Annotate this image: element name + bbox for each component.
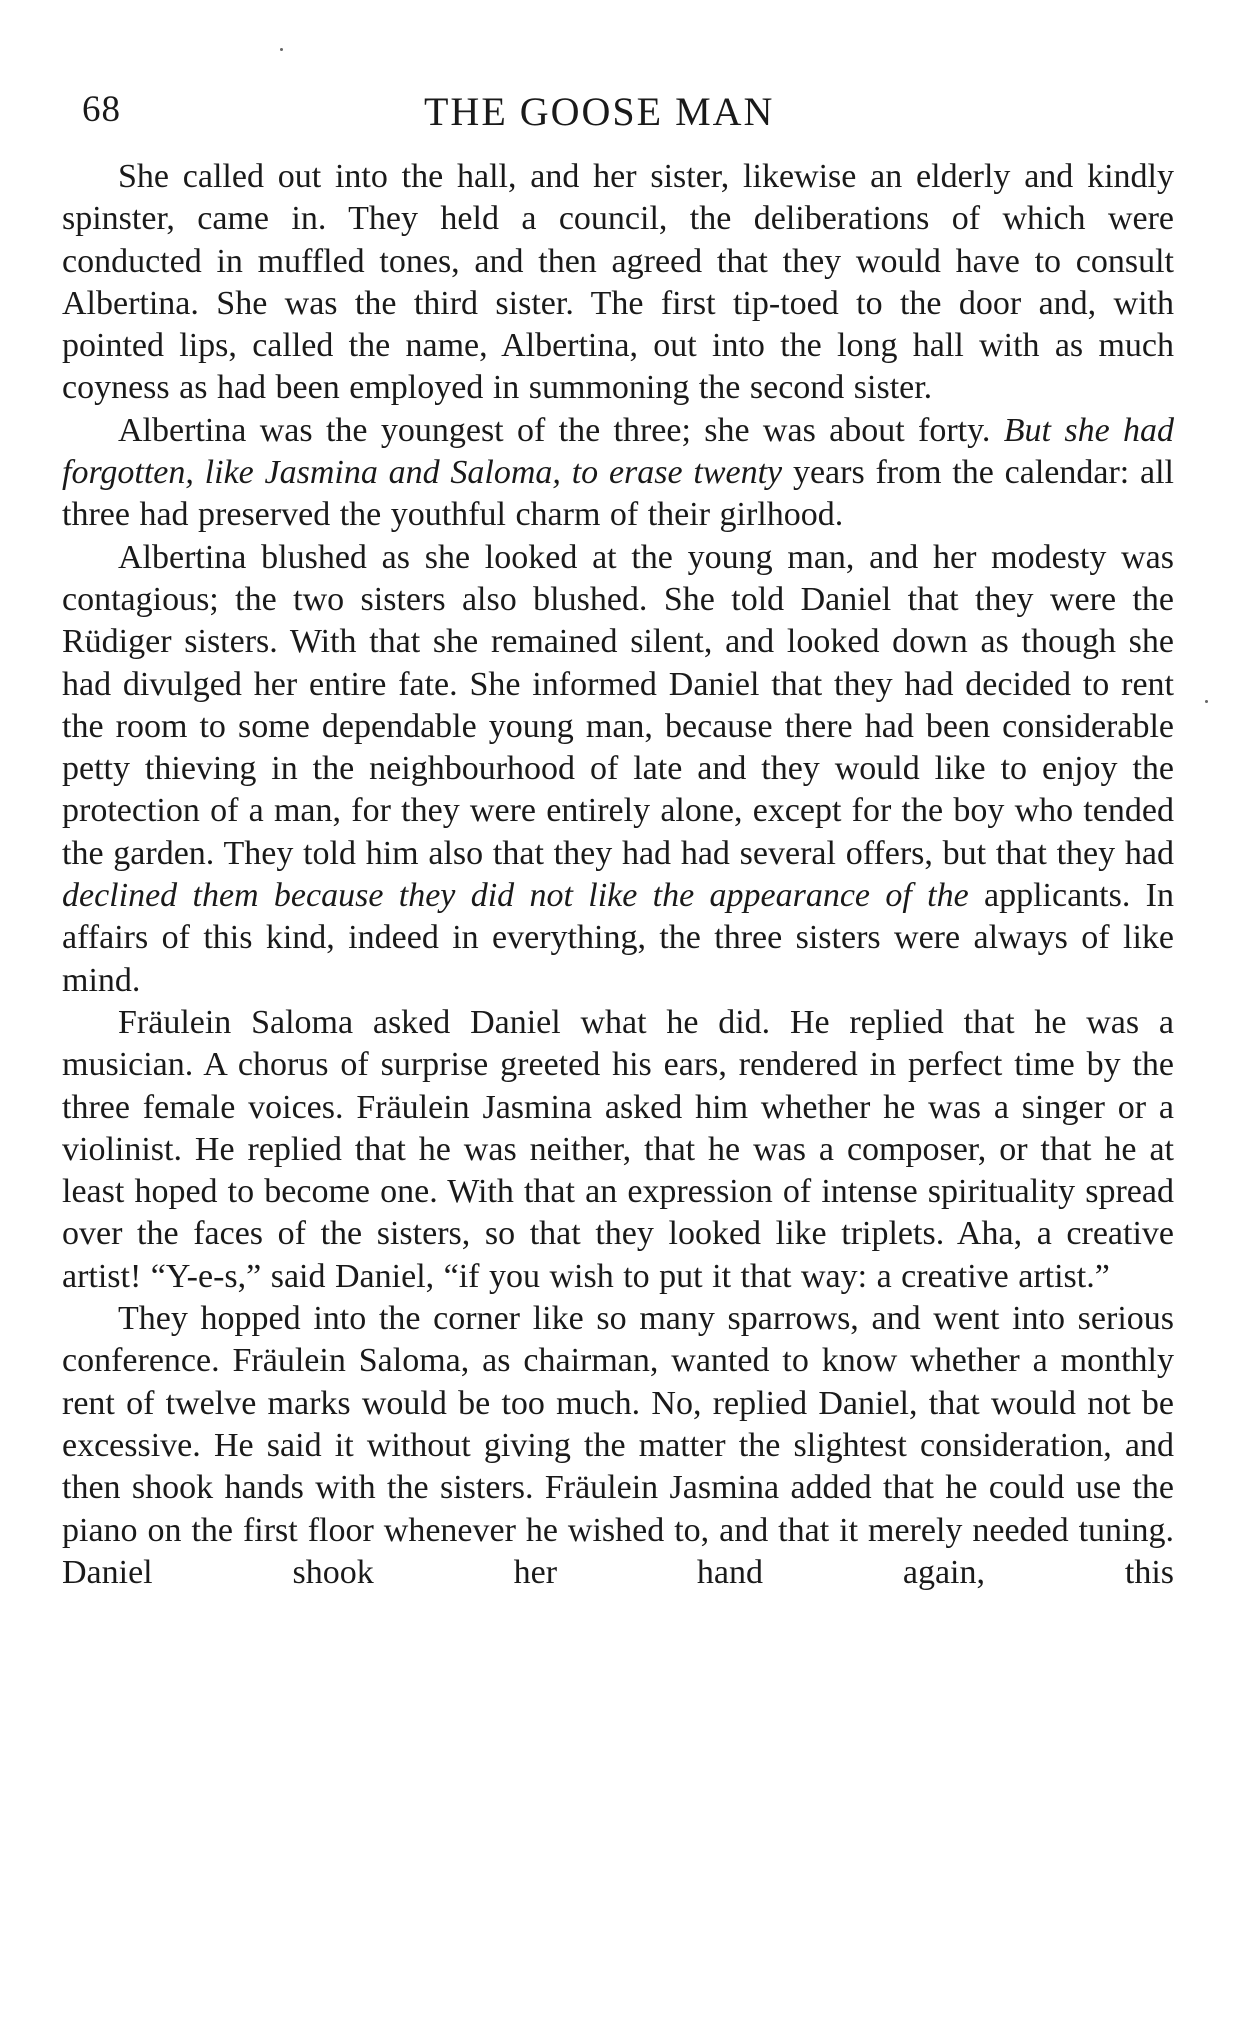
paragraph-4: Fräulein Saloma asked Daniel what he did. He replied that he was a musician. A chorus of surprise greeted his ears, rendered in perfect time by the three female voices. Fräulein Jasmina asked him whether he was a singer or a violinist. He replied that he was neither, that he was a composer, or that he at least hoped to become one. With that an expression of intense spirituality spread over the faces of the sisters, so that they looked like triplets. Aha, a creative artist! “Y-e-s,” said Daniel, “if you wish to put it that way: a creative artist.” (62, 1003, 1174, 1295)
page-number: 68 (82, 89, 121, 130)
paragraph-3-roman-a: Albertina blushed as she looked at the young man, and her modesty was contagious; the two sisters also blushed. She told Daniel that they were the Rüdiger sisters. With that she remained silent, and looked down as though she had divulged her entire fate. She informed Daniel that they had decided to rent the room to some dependable young man, because there had been considerable petty thieving in the neighbourhood of late and they would like to enjoy the protection of a man, for they were entirely alone, except for the boy who tended the garden. They told him also that they had had several offers, but that they had (62, 538, 1174, 872)
book-title: THE GOOSE MAN (424, 89, 775, 134)
paragraph-1: She called out into the hall, and her sister, likewise an elderly and kindly spinster, came in. They held a council, the deliberations of which were conducted in muffled tones, and then agreed that they would have to consult Albertina. She was the third sister. The first tip-toed to the door and, with pointed lips, called the name, Albertina, out into the long hall with as much coyness as had been employed in summoning the second sister. (62, 158, 1174, 407)
paragraph-3-roman-b: applicants. In affairs of this kind, indeed in everything, the three sisters were always of like mind. (62, 877, 1174, 999)
paragraph-2-roman-a: Albertina was the youngest of the three; she was about forty. (118, 411, 991, 449)
book-page (62, 88, 1174, 1594)
paragraph-2 (62, 410, 1174, 537)
running-head (62, 88, 1174, 144)
paragraph-2-italic: But she had forgotten, like Jasmina and Saloma, to erase twenty (62, 411, 1175, 492)
paragraph-3-italic: declined them because they did not like the appearance of the (62, 877, 969, 915)
paragraph-5: They hopped into the corner like so many sparrows, and went into serious conference. Fräulein Saloma, as chairman, wanted to know whether a monthly rent of twelve marks would be too much. No, replied Daniel, that would not be excessive. He said it without giving the matter the slightest consideration, and then shook hands with the sisters. Fräulein Jasmina added that he could use the piano on the first floor whenever he wished to, and that it merely needed tuning. Daniel shook her hand again, this (62, 1300, 1174, 1591)
paper-speck-right (1205, 700, 1208, 703)
paragraph-2-roman-b: years from the calendar: all three had preserved the youthful charm of their girlhood. (62, 454, 1175, 534)
body-text (62, 156, 1174, 1594)
paper-speck-top (280, 48, 283, 51)
paragraph-3 (62, 537, 1174, 1002)
